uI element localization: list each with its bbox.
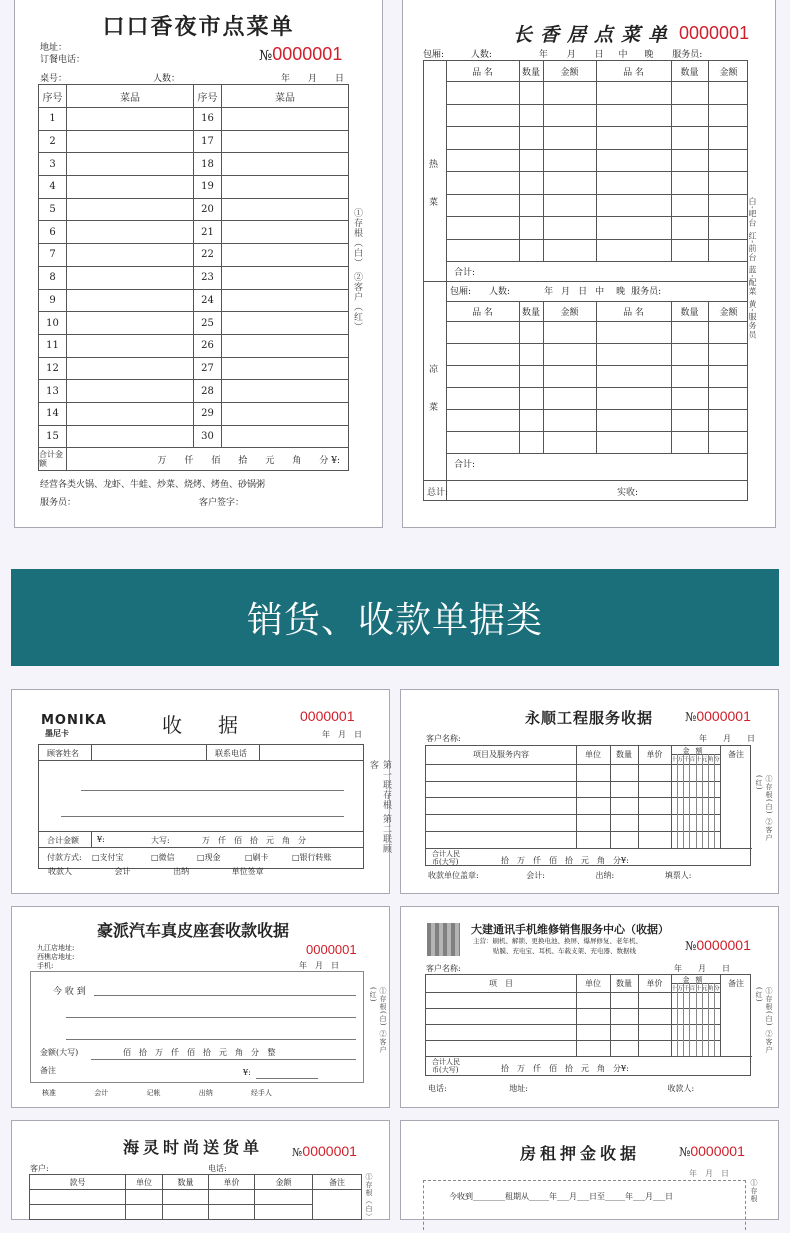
service-table	[425, 745, 751, 866]
receipt-title: 海灵时尚送货单	[123, 1138, 264, 1157]
serial-number: №0000001	[685, 937, 751, 953]
table-row	[39, 312, 349, 335]
dish-cell[interactable]	[222, 266, 349, 289]
header-dish: 菜品	[67, 85, 194, 108]
table-row	[39, 289, 349, 312]
column-header: 品 名	[472, 308, 493, 318]
table-row	[39, 108, 349, 131]
received-line: 今收到________租期从_____年___月___日至_____年___月___日	[449, 1192, 673, 1201]
table-no-label: 桌号：	[40, 74, 68, 84]
table-row	[39, 425, 349, 448]
yen-label: ¥:	[243, 1068, 251, 1077]
banner-title: 销货、收款单据类	[246, 600, 543, 641]
row-seq: 26	[194, 334, 222, 357]
row-seq: 1	[39, 108, 67, 131]
total-label: 合计人民币(大写)	[432, 849, 460, 866]
column-header: 项 目	[489, 979, 513, 988]
row-seq: 16	[194, 108, 222, 131]
row-seq: 17	[194, 130, 222, 153]
header-seq: 序号	[194, 85, 222, 108]
serial-value: 0000001	[679, 23, 750, 43]
dish-cell[interactable]	[67, 289, 194, 312]
copy-note: 白-吧台 红-前台 蓝-配菜 黄-服务员	[748, 197, 757, 340]
row-seq: 2	[39, 130, 67, 153]
row-seq: 23	[194, 266, 222, 289]
amount-unit: 万	[677, 986, 683, 992]
column-header: 数量	[680, 308, 699, 318]
serial-number: №0000001	[292, 1143, 357, 1159]
table-row	[39, 221, 349, 244]
dish-cell[interactable]	[67, 380, 194, 403]
address-2: 西樵店地址:	[37, 953, 75, 961]
serial-number: №0000001	[679, 1143, 745, 1159]
column-header: 备注	[728, 750, 744, 759]
address-1: 九江店地址:	[37, 944, 75, 952]
copy-note: ①存根(白) ②客户(红)	[755, 987, 773, 1054]
hot-dish-label: 热菜	[429, 160, 439, 208]
dish-cell[interactable]	[67, 198, 194, 221]
customer-label: 客户:	[30, 1164, 49, 1173]
customer-label: 客户名称:	[426, 734, 461, 743]
row-seq: 29	[194, 402, 222, 425]
receipt-title: 永顺工程服务收据	[525, 709, 654, 727]
payment-card[interactable]: □刷卡	[245, 853, 269, 862]
row-seq: 19	[194, 176, 222, 199]
header-seq: 序号	[39, 85, 67, 108]
footer-row: 电话: 地址: 收款人:	[428, 1084, 695, 1093]
row-seq: 7	[39, 244, 67, 267]
date-label: 年 月 日	[299, 961, 339, 970]
receipt-card-monika[interactable]	[11, 689, 390, 894]
waiter-label: 服务员：	[40, 498, 77, 508]
date-label: 年 月 日	[674, 964, 730, 973]
column-header: 金额	[560, 308, 579, 318]
grand-total-label: 总计:	[427, 488, 449, 498]
header-line: 包厢: 人数: 年 月 日 中 晚 服务员:	[423, 50, 703, 60]
dish-cell[interactable]	[67, 334, 194, 357]
receipt-title: 房租押金收据	[520, 1144, 641, 1163]
serial-number: №0000001	[685, 708, 751, 724]
dish-cell[interactable]	[222, 312, 349, 335]
receipt-title: 大建通讯手机维修销售服务中心（收据）	[471, 923, 669, 936]
receipt-title: 收 据	[162, 713, 246, 737]
footer-row: 收款单位盖章: 会计: 出纳: 填票人:	[428, 871, 692, 880]
total-label: 合计人民币(大写)	[432, 1058, 460, 1074]
row-seq: 27	[194, 357, 222, 380]
row-seq: 20	[194, 198, 222, 221]
amount-units: 佰 拾 万 仟 佰 拾 元 角 分 整	[123, 1048, 276, 1057]
column-header-amount: 金额	[682, 747, 709, 755]
service-table	[425, 974, 751, 1076]
column-header-amount: 金额	[682, 976, 709, 984]
section-banner	[11, 569, 779, 666]
column-header: 数量	[521, 308, 540, 318]
dish-cell[interactable]	[67, 357, 194, 380]
row-seq: 12	[39, 357, 67, 380]
row-seq: 11	[39, 334, 67, 357]
phone-label: 电话:	[208, 1164, 227, 1173]
receipt-card-rent-deposit[interactable]	[400, 1120, 779, 1220]
table-row	[39, 357, 349, 380]
row-seq: 4	[39, 176, 67, 199]
order-grid	[423, 60, 748, 501]
total-label: 合计金额	[47, 836, 79, 845]
header-line: 包厢: 人数: 年 月 日 中 晚 服务员:	[450, 287, 662, 297]
dish-cell[interactable]	[67, 221, 194, 244]
receipt-card-dajian[interactable]	[400, 906, 779, 1108]
amount-unit: 万	[677, 757, 683, 763]
dish-cell[interactable]	[222, 334, 349, 357]
copy-note: ①存根（白） ②客户（红）	[352, 208, 362, 332]
amount-unit: 角	[708, 986, 714, 992]
dish-cell[interactable]	[222, 153, 349, 176]
receipt-card-changxiangju-menu[interactable]	[402, 0, 776, 528]
row-seq: 22	[194, 244, 222, 267]
dish-cell[interactable]	[222, 130, 349, 153]
copy-note: ①存根(白) ②客户(红)	[755, 775, 773, 842]
dish-cell[interactable]	[222, 425, 349, 448]
footer-row: 收款人 会计 出纳 单位签章	[48, 867, 264, 876]
amount-unit: 分	[714, 757, 720, 763]
row-seq: 24	[194, 289, 222, 312]
menu-table	[38, 84, 349, 471]
qr-code	[427, 923, 460, 956]
receipt-box	[38, 744, 364, 869]
date-label: 年 月 日	[322, 730, 362, 739]
payment-label: 付款方式:	[47, 853, 82, 862]
serial-value: 0000001	[300, 708, 355, 724]
amount-unit: 元	[701, 986, 708, 992]
receipt-box	[423, 1180, 746, 1230]
amount-unit: 十	[695, 986, 702, 992]
subtotal-label: 合计:	[454, 268, 476, 278]
amount-unit: 千	[683, 757, 690, 763]
serial-number	[259, 44, 342, 65]
dish-cell[interactable]	[67, 153, 194, 176]
table-row	[39, 130, 349, 153]
amount-label: 金额(大写)	[40, 1048, 79, 1057]
row-seq: 15	[39, 425, 67, 448]
customer-label: 客户名称:	[426, 964, 461, 973]
table-row	[39, 198, 349, 221]
column-header: 单价	[646, 750, 663, 759]
column-header: 品 名	[472, 68, 493, 78]
row-seq: 18	[194, 153, 222, 176]
cold-dish-label: 凉菜	[429, 365, 439, 413]
received-label: 今 收 到	[53, 987, 86, 997]
payment-cash[interactable]: □现金	[197, 853, 221, 862]
dish-cell[interactable]	[67, 244, 194, 267]
receipt-card-night-market-menu[interactable]	[14, 0, 383, 528]
copy-note: ①存根(白) ②客户(红)	[369, 987, 387, 1054]
column-header: 数量	[616, 750, 632, 759]
dish-cell[interactable]	[222, 289, 349, 312]
amount-unit: 元	[701, 757, 708, 763]
dish-cell[interactable]	[222, 244, 349, 267]
serial-value: 0000001	[306, 942, 357, 957]
column-header: 数量	[680, 68, 699, 78]
dish-cell[interactable]	[67, 402, 194, 425]
total-label: 合计金额	[39, 448, 67, 471]
yen-label: ¥:	[97, 835, 105, 844]
column-header: 金额	[560, 68, 579, 78]
receipt-card-hailing[interactable]	[11, 1120, 390, 1220]
receipt-card-yongshun[interactable]	[400, 689, 779, 894]
amount-unit: 十	[671, 986, 677, 992]
column-header: 金额	[719, 68, 738, 78]
dish-cell[interactable]	[67, 108, 194, 131]
column-header: 金额	[719, 308, 738, 318]
row-seq: 5	[39, 198, 67, 221]
business-line: 经营各类火锅、龙虾、牛蛙、炒菜、烧烤、烤鱼、砂锅粥	[40, 480, 266, 490]
payment-alipay[interactable]: □支付宝	[92, 853, 124, 862]
column-header: 项目及服务内容	[473, 750, 529, 759]
people-label: 人数：	[153, 74, 181, 84]
subtotal-label: 合计:	[454, 460, 476, 470]
dish-cell[interactable]	[222, 176, 349, 199]
dish-cell[interactable]	[222, 108, 349, 131]
receipt-box	[30, 971, 364, 1083]
receipt-card-haopai[interactable]	[11, 906, 390, 1108]
table-row	[39, 244, 349, 267]
phone-label: 订餐电话：	[40, 55, 86, 65]
row-seq: 10	[39, 312, 67, 335]
amount-unit: 千	[683, 986, 690, 992]
row-seq: 13	[39, 380, 67, 403]
amount-unit: 十	[671, 757, 677, 763]
row-seq: 21	[194, 221, 222, 244]
column-header: 备注	[728, 979, 744, 988]
column-header: 品 名	[623, 308, 644, 318]
dish-cell[interactable]	[222, 380, 349, 403]
table-row	[39, 334, 349, 357]
payment-wechat[interactable]: □微信	[151, 853, 175, 862]
column-header: 数量	[521, 68, 540, 78]
row-seq: 9	[39, 289, 67, 312]
total-units: 万 仟 佰 拾 元 角 分 ¥:	[67, 448, 349, 471]
table-row	[39, 380, 349, 403]
menu-title: 口口香夜市点菜单	[102, 15, 295, 40]
sign-label: 客户签字：	[199, 498, 245, 508]
delivery-table: 款号 单位 数量 单价 金额 备注	[29, 1174, 362, 1220]
total-units: 拾 万 仟 佰 拾 元 角 分¥:	[501, 1064, 629, 1073]
table-row	[39, 402, 349, 425]
copy-note: 第一联存根 第二联顾客	[368, 760, 391, 854]
row-seq: 8	[39, 266, 67, 289]
received-label: 实收:	[617, 488, 639, 498]
address-label: 地址：	[40, 43, 68, 53]
brand-cn: 墨尼卡	[45, 728, 69, 738]
dish-cell[interactable]	[67, 130, 194, 153]
dish-cell[interactable]	[67, 176, 194, 199]
row-seq: 3	[39, 153, 67, 176]
table-row	[39, 266, 349, 289]
dish-cell[interactable]	[67, 312, 194, 335]
amount-unit: 十	[695, 757, 702, 763]
amount-unit: 角	[708, 757, 714, 763]
dish-cell[interactable]	[67, 266, 194, 289]
dish-cell[interactable]	[67, 425, 194, 448]
receipt-title: 豪派汽车真皮座套收款收据	[97, 921, 290, 940]
footer-row: 核准 会计 记帐 出纳 经手人	[42, 1089, 272, 1097]
amount-unit: 分	[714, 986, 720, 992]
column-header: 单价	[646, 979, 663, 988]
payment-bank[interactable]: □银行转账	[292, 853, 332, 862]
row-seq: 6	[39, 221, 67, 244]
copy-note: ①存根	[750, 1179, 758, 1203]
date-label: 年 月 日	[689, 1169, 729, 1178]
no-prefix: №	[259, 48, 273, 64]
column-header: 单位	[585, 979, 601, 988]
total-units: 拾 万 仟 佰 拾 元 角 分¥:	[501, 855, 629, 865]
note-label: 备注	[40, 1066, 56, 1075]
column-header: 单位	[585, 750, 601, 759]
subtitle-1: 主营：刷机、解锁、更换电池、换屏、爆屏修复、老年机、	[473, 937, 642, 945]
date-label: 年 月 日	[699, 734, 755, 743]
row-seq: 25	[194, 312, 222, 335]
row-seq: 14	[39, 402, 67, 425]
table-row	[39, 153, 349, 176]
menu-title: 长香居点菜单	[513, 24, 676, 46]
amount-unit: 百	[689, 757, 696, 763]
mobile-label: 手机:	[37, 962, 54, 970]
brand-logo: MONIKA	[41, 713, 107, 728]
dish-cell[interactable]	[222, 221, 349, 244]
row-seq: 30	[194, 425, 222, 448]
dish-cell[interactable]	[222, 198, 349, 221]
table-row	[39, 176, 349, 199]
amount-units: 万 仟 佰 拾 元 角 分	[202, 836, 306, 845]
date-label: 年 月 日	[281, 74, 345, 84]
header-dish: 菜品	[222, 85, 349, 108]
dish-cell[interactable]	[222, 357, 349, 380]
column-header: 品 名	[623, 68, 644, 78]
amount-unit: 百	[689, 986, 696, 992]
subtitle-2: 贴膜、充电宝、耳机、车载支架、充电器、数据线	[493, 947, 636, 955]
serial-value: 0000001	[272, 44, 343, 64]
column-header: 数量	[616, 979, 632, 988]
phone-label: 联系电话	[215, 749, 247, 758]
capital-label: 大写:	[151, 836, 170, 845]
customer-name-label: 顾客姓名	[47, 749, 79, 758]
row-seq: 28	[194, 380, 222, 403]
copy-note: ①存根（白）	[365, 1173, 373, 1221]
dish-cell[interactable]	[222, 402, 349, 425]
